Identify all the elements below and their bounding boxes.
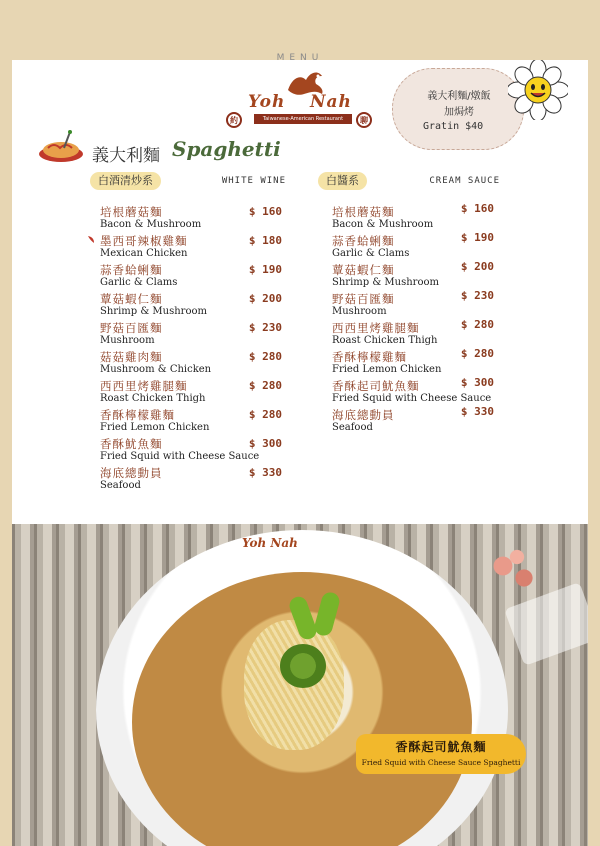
- dish-photo: [12, 524, 588, 846]
- item-name-en: Mexican Chicken: [100, 248, 188, 259]
- menu-item: [318, 320, 500, 349]
- item-name-en: Garlic & Clams: [332, 248, 410, 259]
- spaghetti-bowl-icon: [36, 128, 86, 164]
- brand-left: Yoh: [248, 92, 286, 112]
- gratin-line-2: 加焗烤: [444, 107, 474, 118]
- item-name-zh: 西西里烤雞腿麵: [100, 379, 188, 393]
- item-name-en: Roast Chicken Thigh: [332, 335, 438, 346]
- menu-item: [90, 233, 286, 262]
- plate-logo: Yoh Nah: [242, 536, 298, 550]
- item-name-en: Fried Squid with Cheese Sauce: [332, 393, 492, 404]
- brand-right: Nah: [310, 92, 352, 112]
- smiley-flower-icon: [508, 60, 568, 120]
- caption-en: Fried Squid with Cheese Sauce Spaghetti: [361, 758, 521, 767]
- item-name-zh: 蒜香蛤蜊麵: [100, 263, 163, 277]
- item-price: $ 280: [248, 379, 282, 392]
- menu-item: [318, 407, 500, 436]
- item-name-en: Mushroom & Chicken: [100, 364, 212, 375]
- menu-item: [318, 204, 500, 233]
- chili-icon: [86, 234, 96, 244]
- item-name-zh: 蒜香蛤蜊麵: [332, 234, 395, 248]
- item-name-en: Mushroom: [332, 306, 387, 317]
- section-title-en: Spaghetti: [172, 137, 281, 161]
- menu-item: [90, 436, 286, 465]
- menu-item: [318, 378, 500, 407]
- white-wine-column: [90, 172, 286, 494]
- item-name-zh: 蕈菇蝦仁麵: [100, 292, 163, 306]
- menu-item: [90, 349, 286, 378]
- item-name-en: Garlic & Clams: [100, 277, 178, 288]
- menu-item: [318, 291, 500, 320]
- seal-right: 聊: [356, 112, 372, 128]
- item-price: $ 280: [248, 350, 282, 363]
- menu-item: [90, 262, 286, 291]
- item-price: $ 160: [248, 205, 282, 218]
- item-name-zh: 香酥檸檬雞麵: [332, 350, 407, 364]
- cream-sauce-label: CREAM SAUCE: [429, 176, 500, 186]
- item-name-zh: 野菇百匯麵: [332, 292, 395, 306]
- item-name-zh: 香酥起司魷魚麵: [332, 379, 420, 393]
- item-name-en: Bacon & Mushroom: [100, 219, 202, 230]
- menu-item: [90, 378, 286, 407]
- white-wine-label: WHITE WINE: [221, 176, 286, 186]
- item-name-en: Roast Chicken Thigh: [100, 393, 206, 404]
- gratin-line-1: 義大利麵/燉飯: [427, 91, 491, 102]
- item-price: $ 180: [248, 234, 282, 247]
- menu-item: [318, 233, 500, 262]
- dish-caption: [356, 734, 526, 774]
- item-price: $ 160: [460, 202, 494, 215]
- white-wine-header: [90, 172, 286, 192]
- caption-zh: 香酥起司魷魚麵: [395, 740, 487, 754]
- menu-label: MENU: [276, 53, 324, 63]
- cream-sauce-list: [318, 204, 500, 436]
- item-name-zh: 香酥魷魚麵: [100, 437, 163, 451]
- item-name-en: Fried Squid with Cheese Sauce: [100, 451, 260, 462]
- cream-sauce-tag: 白醬系: [318, 172, 367, 190]
- menu-item: [318, 349, 500, 378]
- white-wine-list: [90, 204, 286, 494]
- item-price: $ 280: [460, 318, 494, 331]
- item-name-en: Bacon & Mushroom: [332, 219, 434, 230]
- menu-item: [90, 407, 286, 436]
- item-name-en: Shrimp & Mushroom: [332, 277, 439, 288]
- item-name-en: Seafood: [332, 422, 373, 433]
- menu-item: [318, 262, 500, 291]
- menu-item: [90, 204, 286, 233]
- item-price: $ 200: [248, 292, 282, 305]
- item-name-en: Mushroom: [100, 335, 155, 346]
- item-price: $ 200: [460, 260, 494, 273]
- item-price: $ 300: [460, 376, 494, 389]
- item-name-zh: 墨西哥辣椒雞麵: [100, 234, 188, 248]
- seal-left: 約: [226, 112, 242, 128]
- item-price: $ 330: [248, 466, 282, 479]
- item-name-zh: 香酥檸檬雞麵: [100, 408, 175, 422]
- gratin-badge: [392, 68, 524, 150]
- section-title-zh: 義大利麵: [92, 146, 160, 166]
- restaurant-logo: [230, 68, 372, 130]
- item-name-en: Fried Lemon Chicken: [100, 422, 210, 433]
- item-name-zh: 培根蘑菇麵: [100, 205, 163, 219]
- item-name-zh: 西西里烤雞腿麵: [332, 321, 420, 335]
- item-name-zh: 海底總動員: [100, 466, 163, 480]
- item-name-en: Fried Lemon Chicken: [332, 364, 442, 375]
- item-price: $ 280: [248, 408, 282, 421]
- pink-salt: [482, 542, 552, 602]
- menu-item: [90, 465, 286, 494]
- item-name-zh: 蕈菇蝦仁麵: [332, 263, 395, 277]
- menu-item: [90, 291, 286, 320]
- item-name-zh: 菇菇雞肉麵: [100, 350, 163, 364]
- item-name-zh: 海底總動員: [332, 408, 395, 422]
- item-price: $ 330: [460, 405, 494, 418]
- cream-sauce-column: [318, 172, 500, 436]
- menu-item: [90, 320, 286, 349]
- gratin-price: Gratin $40: [423, 121, 484, 132]
- item-price: $ 230: [248, 321, 282, 334]
- item-price: $ 300: [248, 437, 282, 450]
- item-price: $ 280: [460, 347, 494, 360]
- item-name-en: Seafood: [100, 480, 141, 491]
- item-price: $ 230: [460, 289, 494, 302]
- broccoli: [280, 644, 326, 688]
- item-price: $ 190: [248, 263, 282, 276]
- item-name-en: Shrimp & Mushroom: [100, 306, 207, 317]
- item-name-zh: 培根蘑菇麵: [332, 205, 395, 219]
- item-price: $ 190: [460, 231, 494, 244]
- cream-sauce-header: [318, 172, 500, 192]
- white-wine-tag: 白酒清炒系: [90, 172, 161, 190]
- brand-ribbon: Taiwanese-American Restaurant: [254, 114, 352, 124]
- item-name-zh: 野菇百匯麵: [100, 321, 163, 335]
